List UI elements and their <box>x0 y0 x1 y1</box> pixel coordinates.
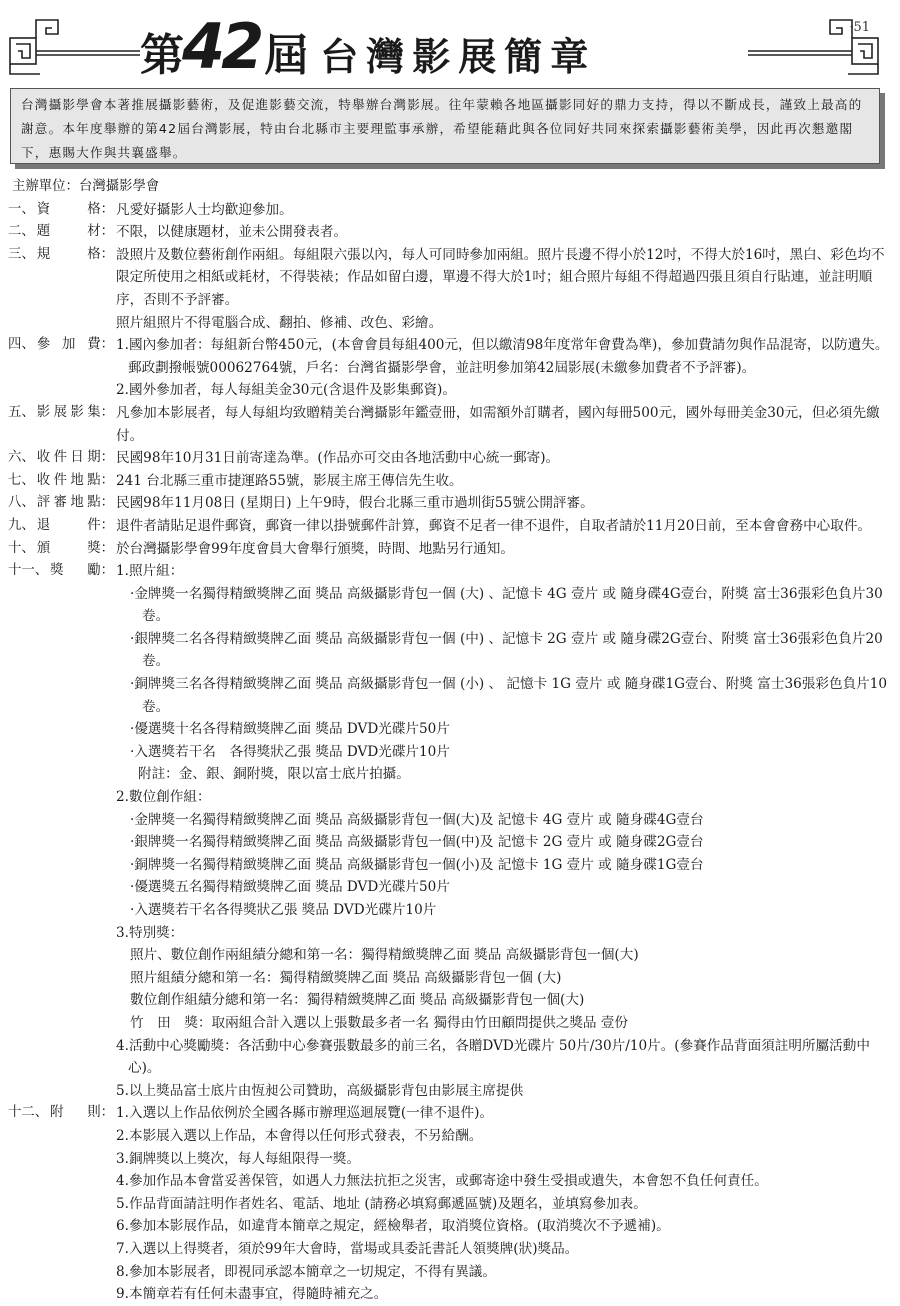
section-number: 十一、 <box>8 563 49 579</box>
award-item: ·銅牌獎三名各得精緻獎牌乙面 獎品 高級攝影背包一個 (小) 、 記憶卡 1G 壹片 或 隨身碟1G壹台、附獎 富士36張彩色負片10卷。 <box>130 676 888 715</box>
organizer: 主辦單位：台灣攝影學會 <box>12 179 160 194</box>
section-3: 三、 規格 ： 設照片及數位藝術創作兩組。每組限六張以內，每人可同時參加兩組。照片長邊不得小於12吋，不得大於16吋，黑白、彩色均不限定所使用之相紙或耗材，不得裝裱；作品如留白邊，單邊不得大於1吋；組合照片每組不得超過四張且須自行貼連，並註明順序，否則不予評審。 照片組照片不得電腦合成、翻拍、修補、改色、彩繪。 <box>8 244 893 334</box>
award-item: ·優選獎十名各得精緻獎牌乙面 獎品 DVD光碟片50片 <box>130 721 450 738</box>
award-note: 附註：金、銀、銅附獎，限以富士底片拍攝。 <box>138 766 410 783</box>
section-7: 七、 收件地點 ： 241 台北縣三重市捷運路55號，影展主席王傳信先生收。 <box>8 470 893 493</box>
rule-item: 8.參加本影展者，即視同承認本簡章之一切規定，不得有異議。 <box>116 1263 496 1280</box>
section-number: 十、 <box>8 540 35 556</box>
section-label: 評審地點 <box>36 495 101 511</box>
award-item: 數位創作組績分總和第一名：獨得精緻獎牌乙面 獎品 高級攝影背包一個(大) <box>130 992 585 1009</box>
section-number: 八、 <box>8 495 35 511</box>
section-number: 三、 <box>8 246 35 262</box>
section-number: 七、 <box>8 472 35 488</box>
rule-item: 1.入選以上作品依例於全國各縣市辦理巡迴展覽(一律不退件)。 <box>116 1105 494 1122</box>
section-text: 照片組照片不得電腦合成、翻拍、修補、改色、彩繪。 <box>116 314 443 331</box>
rule-item: 6.參加本影展作品，如違背本簡章之規定，經檢舉者，取消獎位資格。(取消獎次不予遞補)。 <box>116 1218 670 1235</box>
section-text: 民國98年10月31日前寄達為準。(作品亦可交由各地活動中心統一郵寄)。 <box>116 450 560 467</box>
section-rules: 十二、 附則 ： 1.入選以上作品依例於全國各縣市辦理巡迴展覽(一律不退件)。 2.本影展入選以上作品，本會得以任何形式發表，不另給酬。 3.銅牌獎以上獎次，每人每組限得一獎。 4.參加作品本會當妥善保管，如遇人力無法抗拒之災害，或郵寄途中發生受損或遺失，本會恕不負任何責任。 5.作品背面請註明作者姓名、電話、地址 (請務必填寫郵遞區號)及題名，並填寫參加表。 6.參加本影展作品，如違背本簡章之規定，經檢舉者，取消獎位資格。(取消獎次不予遞補)。 7.入選以上得獎者，須於99年大會時，當場或具委託書託人領獎牌(狀)獎品。 8.參加本影展者，即視同承認本簡章之一切規定，不得有異議。 9.本簡章若有任何未盡事宜，得隨時補充之。 <box>8 1102 893 1305</box>
award-item: 照片組績分總和第一名：獨得精緻獎牌乙面 獎品 高級攝影背包一個 (大) <box>130 969 562 986</box>
rule-item: 4.參加作品本會當妥善保管，如遇人力無法抗拒之災害，或郵寄途中發生受損或遺失，本會恕不負任何責任。 <box>116 1173 768 1190</box>
section-label: 頒獎 <box>36 540 101 556</box>
header <box>0 8 900 83</box>
award-activity: 4.活動中心獎勵獎：各活動中心參賽張數最多的前三名，各贈DVD光碟片 50片/30片/10片。(參賽作品背面須註明所屬活動中心)。 <box>116 1037 870 1077</box>
section-text: 241 台北縣三重市捷運路55號，影展主席王傳信先生收。 <box>116 472 463 489</box>
award-item: ·銅牌獎一名獨得精緻獎牌乙面 獎品 高級攝影背包一個(小)及 記憶卡 1G 壹片 或 隨身碟1G壹台 <box>130 856 704 873</box>
section-label: 收件日期 <box>36 450 101 466</box>
page-title <box>140 10 597 83</box>
title-number: 42 <box>182 10 261 83</box>
section-text: 凡參加本影展者，每人每組均致贈精美台灣攝影年鑑壹冊，如需額外訂購者，國內每冊500元，國外每冊美金30元，但必須先繳付。 <box>116 404 880 444</box>
section-6: 六、 收件日期 ： 民國98年10月31日前寄達為準。(作品亦可交由各地活動中心統一郵寄)。 <box>8 447 893 470</box>
awards-special-title: 3.特別獎： <box>116 924 184 941</box>
rule-item: 3.銅牌獎以上獎次，每人每組限得一獎。 <box>116 1150 361 1167</box>
section-number: 四、 <box>8 337 35 353</box>
section-text: 不限，以健康題材，並未公開發表者。 <box>116 224 348 241</box>
section-text: 2.國外參加者，每人每組美金30元(含退件及影集郵資)。 <box>116 382 456 399</box>
section-text: 民國98年11月08日 (星期日) 上午9時，假台北縣三重市過圳街55號公開評審。 <box>116 495 594 512</box>
rule-item: 2.本影展入選以上作品，本會得以任何形式發表，不另給酬。 <box>116 1127 483 1144</box>
section-text: 1.國內參加者：每組新台幣450元，(本會會員每組400元，但以繳清98年度常年會費為準)，參加費請勿與作品混寄，以防遺失。郵政劃撥帳號00062764號，戶名：台灣省攝影學會，並註明參加第42屆影展(未繳參加費者不予評審)。 <box>116 337 889 376</box>
section-number: 一、 <box>8 201 35 217</box>
section-awards: 十一、 獎勵 ： 1.照片組： ·金牌獎一名獨得精緻獎牌乙面 獎品 高級攝影背包一個 (大) 、記憶卡 4G 壹片 或 隨身碟4G壹台，附獎 富士36張彩色負片30卷。 ·銀牌獎二名各得精緻獎牌乙面 獎品 高級攝影背包一個 (中) 、記憶卡 2G 壹片 或 隨身碟2G壹台、附獎 富士36張彩色負片20卷。 ·銅牌獎三名各得精緻獎牌乙面 獎品 高級攝影背包一個 (小) 、 記憶卡 1G 壹片 或 隨身碟1G壹台、附獎 富士36張彩色負片10卷。 ·優選獎十名各得精緻獎牌乙面 獎品 DVD光碟片50片 ·入選獎若干名 各得獎狀乙張 獎品 DVD光碟片10片 附註：金、銀、銅附獎，限以富士底片拍攝。 2.數位創作組： ·金牌獎一名獨得精緻獎牌乙面 獎品 高級攝影背包一個(大)及 記憶卡 4G 壹片 或 隨身碟4G壹台 ·銀牌獎一名獨得精緻獎牌乙面 獎品 高級攝影背包一個(中)及 記憶卡 2G 壹片 或 隨身碟2G壹台 ·銅牌獎一名獨得精緻獎牌乙面 獎品 高級攝影背包一個(小)及 記憶卡 1G 壹片 或 隨身碟1G壹台 ·優選獎五名獨得精緻獎牌乙面 獎品 DVD光碟片50片 ·入選獎若干名各得獎狀乙張 獎品 DVD光碟片10片 3.特別獎： 照片、數位創作兩組績分總和第一名：獨得精緻獎牌乙面 獎品 高級攝影背包一個(大) 照片組績分總和第一名：獨得精緻獎牌乙面 獎品 高級攝影背包一個 (大) 數位創作組績分總和第一名：獨得精緻獎牌乙面 獎品 高級攝影背包一個(大) 竹 田 獎：取兩組合計入選以上張數最多者一名 獨得由竹田顧問提供之獎品 壹份 4.活動中心獎勵獎：各活動中心參賽張數最多的前三名，各贈DVD光碟片 50片/30片/10片。(參賽作品背面須註明所屬活動中心)。 5.以上獎品富士底片由恆昶公司贊助，高級攝影背包由影展主席提供 <box>8 560 893 1102</box>
section-5: 五、 影展影集 ： 凡參加本影展者，每人每組均致贈精美台灣攝影年鑑壹冊，如需額外訂購者，國內每冊500元，國外每冊美金30元，但必須先繳付。 <box>8 402 893 447</box>
title-di: 第 <box>140 30 182 81</box>
award-item: ·銀牌獎一名獨得精緻獎牌乙面 獎品 高級攝影背包一個(中)及 記憶卡 2G 壹片 或 隨身碟2G壹台 <box>130 834 704 851</box>
section-label: 題材 <box>36 224 101 240</box>
title-jie: 屆 <box>264 30 307 81</box>
section-text: 設照片及數位藝術創作兩組。每組限六張以內，每人可同時參加兩組。照片長邊不得小於12吋，不得大於16吋，黑白、彩色均不限定所使用之相紙或耗材，不得裝裱；作品如留白邊，單邊不得大於1吋；組合照片每組不得超過四張且須自行貼連，並註明順序，否則不予評審。 <box>116 246 885 308</box>
awards-photo-title: 1.照片組： <box>116 563 184 580</box>
section-text: 於台灣攝影學會99年度會員大會舉行頒獎，時間、地點另行通知。 <box>116 540 514 557</box>
section-label: 退件 <box>36 517 101 533</box>
section-number: 九、 <box>8 517 35 533</box>
award-item: 竹 田 獎：取兩組合計入選以上張數最多者一名 獨得由竹田顧問提供之獎品 壹份 <box>130 1014 629 1031</box>
content <box>8 176 893 1306</box>
section-9: 九、 退件 ： 退件者請貼足退件郵資，郵資一律以掛號郵件計算，郵資不足者一律不退件，自取者請於11月20日前，至本會會務中心取件。 <box>8 515 893 538</box>
section-1: 一、 資格 ： 凡愛好攝影人士均歡迎參加。 <box>8 199 893 222</box>
award-item: ·銀牌獎二名各得精緻獎牌乙面 獎品 高級攝影背包一個 (中) 、記憶卡 2G 壹片 或 隨身碟2G壹台、附獎 富士36張彩色負片20卷。 <box>130 630 883 670</box>
section-label: 收件地點 <box>36 472 101 488</box>
section-number: 十二、 <box>8 1105 49 1121</box>
section-number: 二、 <box>8 224 35 240</box>
intro-box: 台灣攝影學會本著推展攝影藝術，及促進影藝交流，特舉辦台灣影展。往年蒙賴各地區攝影同好的鼎力支持，得以不斷成長，謹致上最高的謝意。本年度舉辦的第42屆台灣影展，特由台北縣市主要理監事承辦，希望能藉此與各位同好共同來探索攝影藝術美學，因此再次懇邀閣下，惠賜大作與共襄盛舉。 <box>10 88 880 164</box>
section-label: 附則 <box>50 1105 101 1121</box>
award-item: ·入選獎若干名各得獎狀乙張 獎品 DVD光碟片10片 <box>130 902 437 918</box>
section-number: 六、 <box>8 450 35 466</box>
section-label: 規格 <box>36 246 101 262</box>
award-item: ·金牌獎一名獨得精緻獎牌乙面 獎品 高級攝影背包一個(大)及 記憶卡 4G 壹片 或 隨身碟4G壹台 <box>130 811 704 828</box>
section-8: 八、 評審地點 ： 民國98年11月08日 (星期日) 上午9時，假台北縣三重市過圳街55號公開評審。 <box>8 492 893 515</box>
section-2: 二、 題材 ： 不限，以健康題材，並未公開發表者。 <box>8 221 893 244</box>
award-sponsor: 5.以上獎品富士底片由恆昶公司贊助，高級攝影背包由影展主席提供 <box>116 1082 524 1099</box>
awards-digital-title: 2.數位創作組： <box>116 789 211 806</box>
section-4: 四、 參加費 ： 1.國內參加者：每組新台幣450元，(本會會員每組400元，但以繳清98年度常年會費為準)，參加費請勿與作品混寄，以防遺失。郵政劃撥帳號00062764號，戶名：台灣省攝影學會，並註明參加第42屆影展(未繳參加費者不予評審)。 2.國外參加者，每人每組美金30元(含退件及影集郵資)。 <box>8 334 893 402</box>
section-label: 影展影集 <box>36 404 101 420</box>
award-item: 照片、數位創作兩組績分總和第一名：獨得精緻獎牌乙面 獎品 高級攝影背包一個(大) <box>130 947 639 964</box>
rule-item: 9.本簡章若有任何未盡事宜，得隨時補充之。 <box>116 1286 388 1303</box>
title-main: 台灣影展簡章 <box>320 35 597 79</box>
section-label: 資格 <box>36 201 101 217</box>
section-10: 十、 頒獎 ： 於台灣攝影學會99年度會員大會舉行頒獎，時間、地點另行通知。 <box>8 538 893 561</box>
award-item: ·入選獎若干名 各得獎狀乙張 獎品 DVD光碟片10片 <box>130 743 450 760</box>
section-text: 退件者請貼足退件郵資，郵資一律以掛號郵件計算，郵資不足者一律不退件，自取者請於11月20日前，至本會會務中心取件。 <box>116 517 872 534</box>
section-number: 五、 <box>8 404 35 420</box>
section-label: 獎勵 <box>50 563 101 579</box>
award-item: ·金牌獎一名獨得精緻獎牌乙面 獎品 高級攝影背包一個 (大) 、記憶卡 4G 壹片 或 隨身碟4G壹台，附獎 富士36張彩色負片30卷。 <box>130 585 883 625</box>
rule-item: 7.入選以上得獎者，須於99年大會時，當場或具委託書託人領獎牌(狀)獎品。 <box>116 1240 579 1257</box>
page-number: ·51 <box>849 20 870 35</box>
section-text: 凡愛好攝影人士均歡迎參加。 <box>116 201 293 218</box>
section-label: 參加費 <box>36 337 101 353</box>
award-item: ·優選獎五名獨得精緻獎牌乙面 獎品 DVD光碟片50片 <box>130 879 450 896</box>
rule-item: 5.作品背面請註明作者姓名、電話、地址 (請務必填寫郵遞區號)及題名，並填寫參加表。 <box>116 1195 647 1212</box>
